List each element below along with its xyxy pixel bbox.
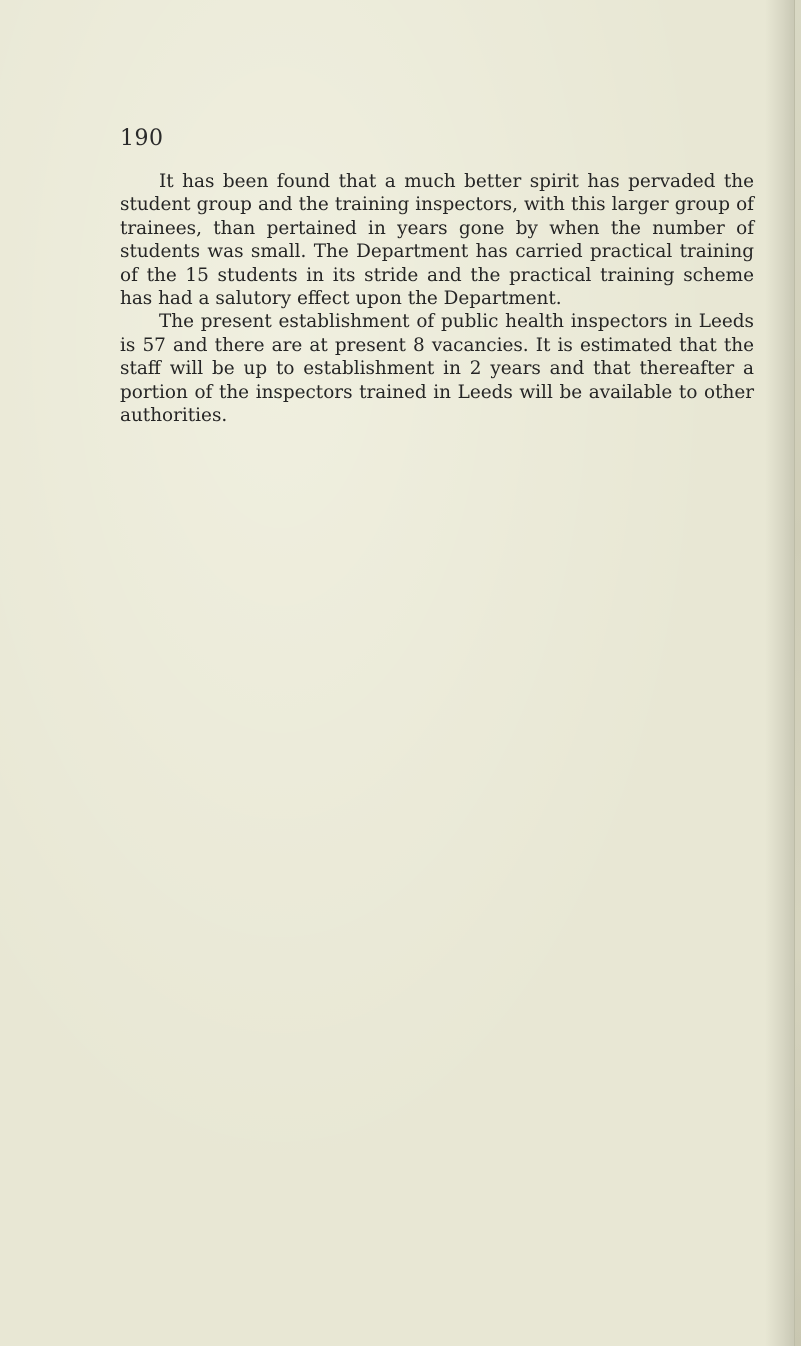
page-edge-shadow (794, 0, 801, 1346)
body-text (120, 170, 754, 427)
paragraph-establishment: The present establishment of public health inspectors in Leeds is 57 and there are at present 8 vacancies. It is estimated that the staff will be up to establishment in 2 years and that thereafter a portion of the inspectors trained in Leeds will be available to other authorities. (120, 311, 754, 427)
paragraph-training-spirit: It has been found that a much better spirit has pervaded the student group and the training inspectors, with this larger group of trainees, than pertained in years gone by when the number of students was small. The Department has carried practical training of the 15 students in its stride and the practical training scheme has had a salutory effect upon the Department. (120, 171, 754, 310)
page-number: 190 (120, 126, 164, 151)
